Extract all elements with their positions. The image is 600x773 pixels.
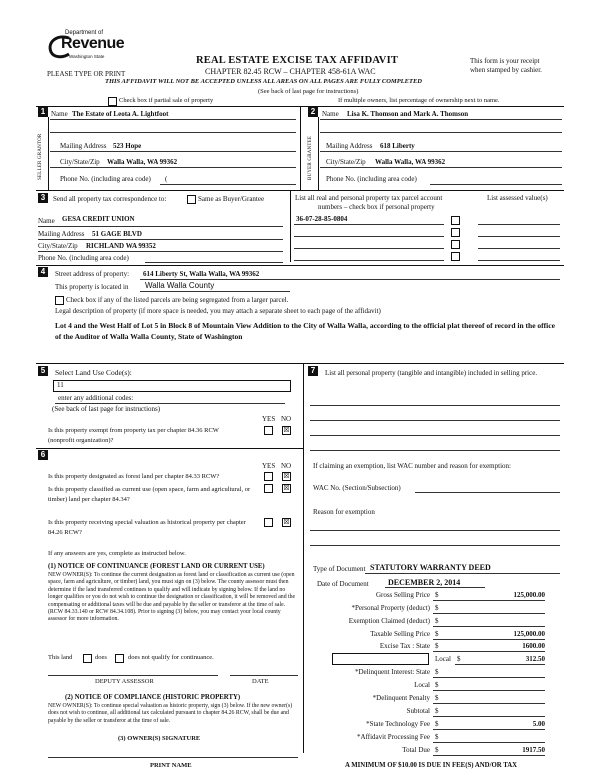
deputy-date-label: DATE	[252, 678, 269, 685]
deputy-assessor-label: DEPUTY ASSESSOR	[95, 678, 154, 685]
seller-name-value[interactable]: The Estate of Leota A. Lightfoot	[72, 110, 169, 118]
legal-desc-label: Legal description of property (if more space is needed, you may attach a separate sheet to each page of the affidavit)	[55, 307, 381, 315]
buyer-city-line	[320, 167, 562, 168]
dept-state-text: Washington State	[69, 54, 105, 59]
forest-no-checkbox[interactable]: ☒	[283, 472, 290, 480]
legal-desc-value[interactable]: Lot 4 and the West Half of Lot 5 in Block 8 of Mountain View Addition to the City of Walla Walla, according to the official plat thereof of record in the office of the Auditor of Walla Walla County, State of Washington	[55, 321, 555, 341]
buyer-mailing-value[interactable]: 618 Liberty	[380, 142, 415, 150]
current-use-question: Is this property classified as current use (open space, farm and agricultural, or timber) land per chapter 84.34?	[48, 486, 251, 503]
assessed-line-3	[478, 248, 560, 249]
tax-label: Exemption Claimed (deduct)	[348, 617, 430, 625]
tax-value[interactable]: 312.50	[525, 655, 545, 663]
correspondence-heading: Send all property tax correspondence to:	[53, 195, 167, 203]
section1-bottom-border	[36, 190, 564, 191]
parcel-line-4	[294, 260, 444, 261]
does-not-label: does not qualify for continuance.	[128, 654, 214, 661]
deputy-signature-line	[48, 675, 218, 676]
tax-dollar: $	[435, 630, 439, 638]
tax-dollar: $	[435, 707, 439, 715]
section-number-1: 1	[38, 107, 48, 117]
corr-phone-line	[145, 262, 283, 263]
tax-line	[433, 703, 545, 704]
exempt-no-checkbox[interactable]: ☒	[283, 426, 290, 434]
section3-divider	[290, 190, 291, 262]
tax-row-total-due	[305, 746, 565, 757]
buyer-mailing-label: Mailing Address	[326, 142, 373, 150]
assessed-line-4	[478, 260, 560, 261]
s6-no-label: NO	[281, 462, 292, 470]
receipt-note-1: This form is your receipt	[470, 57, 540, 65]
land-use-label: Select Land Use Code(s):	[55, 368, 132, 377]
seller-extra-line	[50, 132, 296, 133]
section-number-3: 3	[38, 193, 48, 203]
tax-line	[433, 755, 545, 756]
tax-value[interactable]: 1600.00	[522, 642, 545, 650]
corr-city-value[interactable]: RICHLAND WA 99352	[86, 242, 156, 250]
buyer-name-line	[320, 119, 562, 120]
historic-yes-checkbox[interactable]	[264, 518, 273, 527]
tax-label: Local	[414, 681, 430, 689]
tax-label: *Delinquent Penalty	[372, 694, 430, 702]
tax-line	[433, 651, 545, 652]
tax-row-delinquent-state	[305, 668, 565, 679]
seller-phone-line	[160, 184, 296, 185]
tax-line	[433, 729, 545, 730]
same-as-buyer-checkbox[interactable]	[187, 195, 196, 204]
parcel-heading-1: List all real and personal property tax parcel account	[295, 194, 443, 202]
section4-top-border	[36, 265, 564, 266]
personal-property-line-4	[310, 450, 560, 451]
parcel-personal-checkbox-2[interactable]	[451, 228, 460, 237]
seller-city-label: City/State/Zip	[60, 158, 100, 166]
owner-signature-line	[48, 757, 298, 758]
corr-mailing-line	[38, 239, 283, 240]
deputy-date-line	[230, 675, 298, 676]
personal-property-label: List all personal property (tangible and intangible) included in selling price.	[325, 369, 538, 377]
located-in-label: This property is located in	[55, 283, 129, 291]
corr-city-line	[38, 251, 283, 252]
land-use-value: 11	[57, 381, 64, 389]
reason-label: Reason for exemption	[313, 508, 375, 516]
parcel-line-1	[294, 224, 444, 225]
segregated-checkbox[interactable]	[55, 296, 64, 305]
tax-dollar: $	[435, 591, 439, 599]
seller-mailing-value[interactable]: 523 Hope	[113, 142, 142, 150]
seller-phone-label: Phone No. (including area code)	[60, 175, 151, 183]
corr-mailing-value[interactable]: 51 GAGE BLVD	[92, 230, 142, 238]
tax-dollar: $	[435, 694, 439, 702]
tax-line	[455, 664, 545, 665]
tax-row-delinquent-local	[305, 681, 565, 692]
tax-value[interactable]: 125,000.00	[513, 591, 545, 599]
land-use-see-back: (See back of last page for instructions)	[52, 405, 161, 413]
corr-mailing-label: Mailing Address	[38, 230, 85, 238]
reason-line-1	[310, 530, 560, 531]
section1-divider	[300, 106, 301, 190]
exemption-claim-label: If claiming an exemption, list WAC number and reason for exemption:	[313, 462, 511, 470]
section-number-6: 6	[38, 450, 48, 460]
owner-signature-label: (3) OWNER(S) SIGNATURE	[118, 735, 201, 742]
tax-row-technology-fee	[305, 720, 565, 731]
s5-yes-label: YES	[262, 415, 276, 423]
s5-no-label: NO	[281, 415, 292, 423]
tax-label: Subtotal	[406, 707, 430, 715]
tax-dollar: $	[457, 655, 461, 663]
this-land-label: This land	[48, 654, 73, 661]
tax-dollar: $	[435, 642, 439, 650]
tax-dollar: $	[435, 746, 439, 754]
seller-phone-value[interactable]: (	[165, 175, 168, 183]
dept-of-text: Department of	[65, 30, 104, 36]
seller-side-line	[48, 117, 49, 190]
tax-label: Taxable Selling Price	[370, 630, 430, 638]
section-number-7: 7	[308, 366, 318, 376]
parcel-line-3	[294, 248, 444, 249]
current-use-yes-checkbox[interactable]	[264, 484, 273, 493]
street-address-label: Street address of property:	[55, 270, 130, 278]
tax-value[interactable]: 5.00	[532, 720, 545, 728]
dept-logo-text: Revenue	[61, 35, 125, 52]
buyer-extra-line	[320, 132, 562, 133]
tax-row-processing-fee	[305, 733, 565, 744]
does-label: does	[95, 654, 107, 661]
partial-sale-checkbox[interactable]	[108, 97, 117, 106]
doc-date-label: Date of Document	[317, 580, 369, 588]
section-number-4: 4	[38, 267, 48, 277]
section6-top-border	[36, 448, 303, 449]
does-qualify-checkbox[interactable]	[83, 654, 92, 663]
tax-row-subtotal	[305, 707, 565, 718]
doc-type-label: Type of Document	[313, 565, 366, 573]
notice-compliance-text: NEW OWNER(S): To continue special valuation as historic property, sign (3) below. If the new owner(s) does not wish to continue, all additional tax calculated pursuant to chapter 84.26 RCW, shall be due and payable by the seller or transferor at the time of sale.	[48, 703, 293, 724]
parcel-number-1[interactable]: 36-07-28-85-0804	[296, 215, 348, 223]
tax-row-exemption	[305, 617, 565, 628]
parcel-line-2	[294, 236, 444, 237]
tax-label: Gross Selling Price	[375, 591, 430, 599]
buyer-mailing-line	[320, 151, 562, 152]
tax-row-penalty	[305, 694, 565, 705]
wac-label: WAC No. (Section/Subsection)	[313, 484, 401, 492]
located-in-value[interactable]: Walla Walla County	[145, 281, 215, 290]
tax-dollar: $	[435, 617, 439, 625]
located-in-line	[140, 291, 290, 292]
tax-row-taxable	[305, 630, 565, 641]
receipt-note-2: when stamped by cashier.	[470, 66, 542, 74]
tax-label: *Personal Property (deduct)	[351, 604, 430, 612]
forest-yes-checkbox[interactable]	[264, 472, 273, 481]
corr-name-line	[38, 226, 283, 227]
seller-side-label: SELLER GRANTOR	[38, 133, 43, 180]
forest-question: Is this property designated as forest land per chapter 84.33 RCW?	[48, 473, 220, 480]
corr-name-value[interactable]: GESA CREDIT UNION	[62, 215, 135, 223]
tax-label: Excise Tax : State	[379, 642, 430, 650]
exempt-question: Is this property exempt from property tax per chapter 84.36 RCW (nonprofit organization)?	[48, 427, 219, 444]
corr-name-label: Name	[38, 217, 55, 225]
seller-name-line	[50, 119, 296, 120]
see-back-instructions: (See back of last page for instructions)	[258, 88, 359, 95]
section-number-5: 5	[38, 366, 48, 376]
parcel-personal-checkbox-3[interactable]	[451, 240, 460, 249]
tax-line	[433, 742, 545, 743]
same-as-buyer-label: Same as Buyer/Grantee	[198, 195, 265, 203]
tax-line	[433, 690, 545, 691]
buyer-name-label: Name	[322, 110, 339, 118]
doc-type-line	[365, 573, 560, 574]
buyer-side-label: BUYER GRANTEE	[308, 135, 313, 180]
parcel-heading-2: numbers – check box if personal property	[318, 203, 435, 211]
seller-mailing-label: Mailing Address	[60, 142, 107, 150]
historic-no-checkbox[interactable]: ☒	[283, 518, 290, 526]
buyer-name-value[interactable]: Lisa K. Thomson and Mark A. Thomson	[347, 110, 469, 118]
notice-continuance-title: (1) NOTICE OF CONTINUANCE (FOREST LAND OR CURRENT USE)	[48, 563, 265, 570]
seller-city-value[interactable]: Walla Walla, WA 99362	[107, 158, 178, 166]
buyer-side-line	[318, 117, 319, 190]
tax-label: Total Due	[402, 746, 430, 754]
tax-line	[433, 716, 545, 717]
assessed-heading: List assessed value(s)	[487, 194, 548, 202]
seller-city-line	[50, 167, 296, 168]
section-number-2: 2	[308, 107, 318, 117]
tax-line	[433, 639, 545, 640]
doc-date-line	[385, 587, 485, 588]
section5-top-border	[36, 363, 564, 364]
tax-line	[433, 677, 545, 678]
section5-7-divider	[303, 363, 304, 753]
tax-dollar: $	[435, 733, 439, 741]
tax-line	[433, 613, 545, 614]
revenue-logo	[47, 30, 127, 66]
tax-value[interactable]: 1917.50	[522, 746, 545, 754]
tax-line	[433, 626, 545, 627]
parcel-personal-checkbox-1[interactable]	[451, 216, 460, 225]
corr-city-label: City/State/Zip	[38, 242, 78, 250]
exempt-yes-checkbox[interactable]	[264, 426, 273, 435]
form-subtitle: CHAPTER 82.45 RCW – CHAPTER 458-61A WAC	[205, 67, 376, 76]
assessed-line-1	[478, 224, 560, 225]
tax-dollar: $	[435, 720, 439, 728]
additional-codes-line	[55, 403, 285, 404]
notice-continuance-text: NEW OWNER(S): To continue the current designation as forest land or classification as current use (open space, farm and agriculture, or timber) land, you must sign on (3) below. The county assessor must then determine if the land transferred continues to qualify and will indicate by signing below. If the land no longer qualifies or you do not wish to continue the designation or classification, it will be removed and the compensating or additional taxes will be due and payable by the seller or transferor at the time of sale. (RCW 84.33.140 or RCW 84.34.108). Prior to signing (3) below, you may contact your local county assessor for more information.	[48, 572, 296, 623]
does-not-qualify-checkbox[interactable]	[115, 654, 124, 663]
tax-label: Local	[435, 655, 451, 663]
buyer-phone-label: Phone No. (including area code)	[326, 175, 417, 183]
buyer-city-value[interactable]: Walla Walla, WA 99362	[375, 158, 446, 166]
segregated-label: Check box if any of the listed parcels are being segregated from a larger parcel.	[66, 296, 289, 304]
seller-name-label: Name	[51, 110, 68, 118]
s6-yes-label: YES	[262, 462, 276, 470]
notice-compliance-title: (2) NOTICE OF COMPLIANCE (HISTORIC PROPERTY)	[65, 694, 241, 701]
tax-dollar: $	[435, 681, 439, 689]
partial-sale-label: Check box if partial sale of property	[119, 97, 214, 104]
reason-line-2	[310, 545, 560, 546]
historic-question: Is this property receiving special valuation as historical property per chapter 84.26 RCW?	[48, 519, 246, 536]
street-address-value[interactable]: 614 Liberty St, Walla Walla, WA 99362	[143, 270, 260, 278]
parcel-personal-checkbox-4[interactable]	[451, 252, 460, 261]
tax-row-excise-local	[305, 655, 565, 666]
land-use-box[interactable]	[53, 380, 291, 392]
tax-label: *State Technology Fee	[366, 720, 430, 728]
tax-row-excise-state	[305, 642, 565, 653]
tax-dollar: $	[435, 604, 439, 612]
doc-type-value[interactable]: STATUTORY WARRANTY DEED	[370, 563, 491, 572]
corr-phone-label: Phone No. (including area code)	[38, 254, 129, 262]
street-address-line	[140, 279, 560, 280]
personal-property-line-3	[310, 435, 560, 436]
assessed-line-2	[478, 236, 560, 237]
buyer-phone-line	[430, 184, 562, 185]
seller-mailing-line	[50, 151, 296, 152]
current-use-no-checkbox[interactable]: ☒	[283, 484, 290, 492]
additional-codes-label: enter any additional codes:	[58, 394, 134, 402]
tax-label: *Delinquent Interest: State	[354, 668, 430, 676]
wac-line	[415, 492, 560, 493]
tax-row-personal	[305, 604, 565, 615]
tax-line	[433, 600, 545, 601]
print-name-label: PRINT NAME	[150, 762, 192, 769]
personal-property-line-1	[310, 405, 560, 406]
tax-row-gross	[305, 591, 565, 602]
buyer-city-label: City/State/Zip	[326, 158, 366, 166]
tax-value[interactable]: 125,000.00	[513, 630, 545, 638]
minimum-fee-note: A MINIMUM OF $10.00 IS DUE IN FEE(S) AND/OR TAX	[345, 762, 518, 769]
doc-date-value[interactable]: DECEMBER 2, 2014	[388, 578, 461, 587]
if-yes-note: If any answers are yes, complete as instructed below.	[48, 550, 186, 557]
personal-property-line-2	[310, 420, 560, 421]
please-type: PLEASE TYPE OR PRINT	[47, 70, 126, 78]
multiple-owners-note: If multiple owners, list percentage of ownership next to name.	[338, 97, 500, 104]
form-title: REAL ESTATE EXCISE TAX AFFIDAVIT	[196, 55, 399, 66]
tax-dollar: $	[435, 668, 439, 676]
tax-label: *Affidavit Processing Fee	[357, 733, 430, 741]
completion-warning: THIS AFFIDAVIT WILL NOT BE ACCEPTED UNLESS ALL AREAS ON ALL PAGES ARE FULLY COMPLETED	[105, 78, 422, 85]
